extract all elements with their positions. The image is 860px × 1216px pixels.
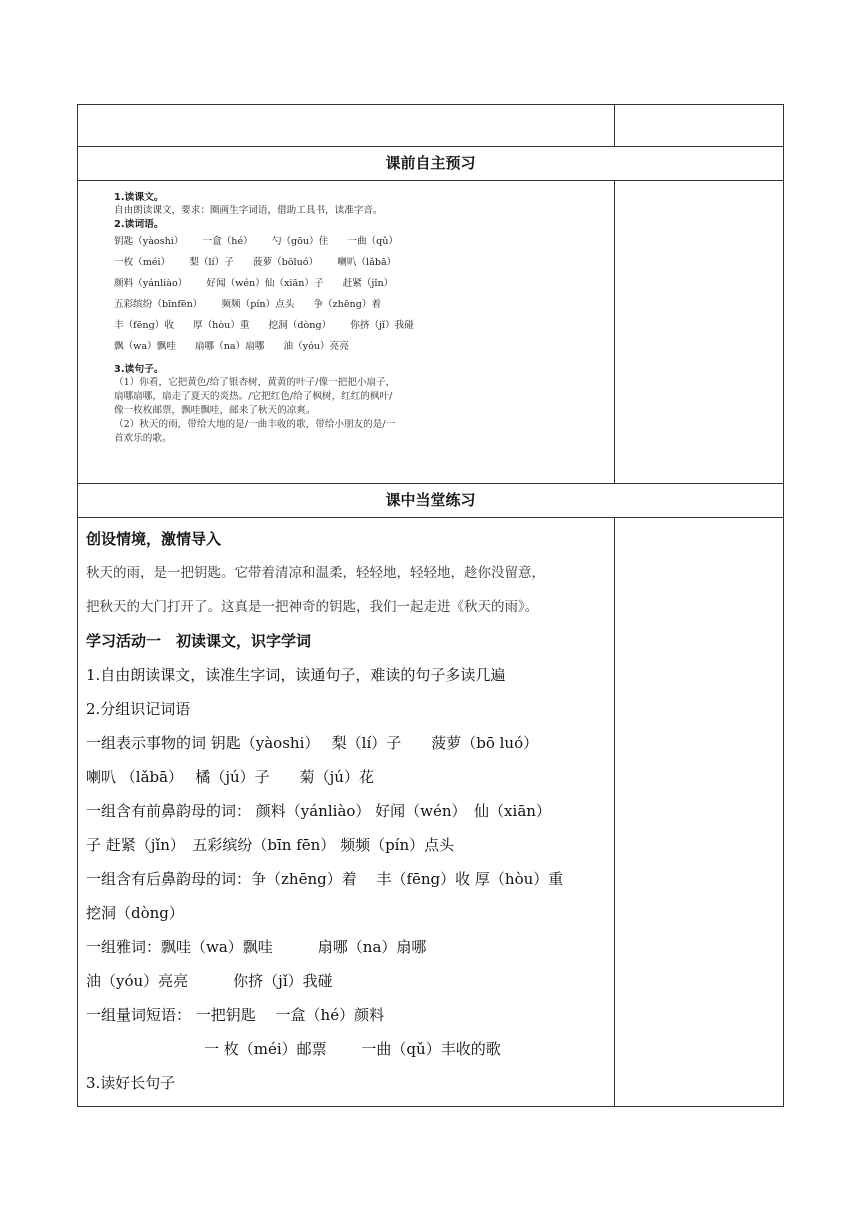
word-group-line: 一 枚（méi）邮票 一曲（qǔ）丰收的歌 (204, 1040, 501, 1058)
word-group-line: 一组雅词：飘哇（wa）飘哇 扇哪（na）扇哪 (86, 938, 427, 956)
header-side-cell (615, 105, 784, 147)
word-row (114, 231, 614, 252)
preview-heading-1: 1.读课文。 (114, 192, 164, 203)
activity-item: 3.读好长句子 (86, 1074, 176, 1092)
word-item: 飘（wa）飘哇 (114, 341, 176, 352)
word-group-line: 一组含有后鼻韵母的词：争（zhēng）着 丰（fēng）收 厚（hòu）重 (86, 870, 564, 888)
word-item: 一盒（hé） (202, 236, 253, 247)
word-item: 争（zhēng）着 (313, 299, 382, 310)
word-group-line: 子 赶紧（jǐn） 五彩缤纷（bīn fēn） 频频（pín）点头 (86, 836, 455, 854)
word-row (114, 273, 614, 294)
practice-title-row (78, 484, 784, 518)
word-item: 五彩缤纷（bīnfēn） (114, 299, 203, 310)
word-item: 钥匙（yàoshi） (114, 236, 184, 247)
word-item: 挖洞（dòng） (268, 320, 332, 331)
header-main-cell (78, 105, 615, 147)
sentence-line: 像一枚枚邮票，飘哇飘哇，邮来了秋天的凉爽。 (114, 405, 316, 416)
word-item: 菠萝（bōluó） (252, 257, 319, 268)
word-group-line: 一组表示事物的词 钥匙（yàoshi） 梨（lí）子 菠萝（bō luó） (86, 734, 539, 752)
word-row (114, 294, 614, 315)
word-item: 扇哪（na）扇哪 (194, 341, 265, 352)
word-group-line: 挖洞（dòng） (86, 904, 184, 922)
preview-instruction: 自由朗读课文，要求：圈画生字词语，借助工具书，读准字音。 (114, 205, 383, 216)
sentence-line: 扇哪扇哪，扇走了夏天的炎热。/它把红色/给了枫树，红红的枫叶/ (114, 391, 393, 402)
preview-side-cell (615, 181, 784, 484)
word-item: 一曲（qǔ） (347, 236, 399, 247)
word-item: 厚（hòu）重 (193, 320, 250, 331)
word-item: 颜料（yánliào） (114, 278, 188, 289)
activity-title: 学习活动一 初读课文，识字学词 (86, 632, 312, 650)
lesson-table (77, 104, 784, 1107)
intro-title: 创设情境，激情导入 (86, 530, 222, 548)
word-item: 勺（gōu）住 (271, 236, 329, 247)
word-item: 你挤（jǐ）我碰 (350, 320, 414, 331)
activity-item: 1.自由朗读课文，读准生字词，读通句子，难读的句子多读几遍 (86, 666, 506, 684)
word-item: 一枚（méi） (114, 257, 171, 268)
header-row (78, 105, 784, 147)
intro-text: 把秋天的大门打开了。这真是一把神奇的钥匙，我们一起走进《秋天的雨》。 (86, 599, 539, 615)
preview-image (78, 181, 615, 484)
word-item: 喇叭（lǎbā） (337, 257, 397, 268)
activity-item: 2.分组识记词语 (86, 700, 191, 718)
preview-row (78, 181, 784, 484)
word-group-line: 一组含有前鼻韵母的词： 颜料（yánliào） 好闻（wén） 仙（xiān） (86, 802, 551, 820)
word-item: 丰（fēng）收 (114, 320, 174, 331)
word-item: 好闻（wén）仙（xiān）子 (206, 278, 324, 289)
practice-row (78, 518, 784, 1107)
sentence-line: 首欢乐的歌。 (114, 433, 172, 444)
preview-title-row (78, 147, 784, 181)
word-group-line: 油（yóu）亮亮 你挤（jǐ）我碰 (86, 972, 333, 990)
preview-heading-2: 2.读词语。 (114, 219, 164, 230)
word-group-line: 一组量词短语： 一把钥匙 一盒（hé）颜料 (86, 1006, 385, 1024)
word-item: 赶紧（jǐn） (342, 278, 394, 289)
word-item: 油（yóu）亮亮 (283, 341, 349, 352)
intro-text: 秋天的雨，是一把钥匙。它带着清凉和温柔，轻轻地，轻轻地，趁你没留意， (86, 565, 545, 581)
practice-content (78, 518, 615, 1107)
word-row (114, 336, 614, 357)
word-item: 梨（lí）子 (189, 257, 234, 268)
word-group-line: 喇叭 （lǎbā） 橘（jú）子 菊（jú）花 (86, 768, 374, 786)
preview-section-title: 课前自主预习 (78, 147, 784, 181)
practice-side-cell (615, 518, 784, 1107)
word-row (114, 252, 614, 273)
practice-section-title: 课中当堂练习 (78, 484, 784, 518)
preview-heading-3: 3.读句子。 (114, 364, 164, 375)
sentence-line: （1）你看，它把黄色/给了银杏树，黄黄的叶子/像一把把小扇子， (114, 377, 396, 388)
word-row (114, 315, 614, 336)
word-item: 频频（pín）点头 (221, 299, 295, 310)
sentence-line: （2）秋天的雨，带给大地的是/一曲丰收的歌，带给小朋友的是/一 (114, 419, 396, 430)
